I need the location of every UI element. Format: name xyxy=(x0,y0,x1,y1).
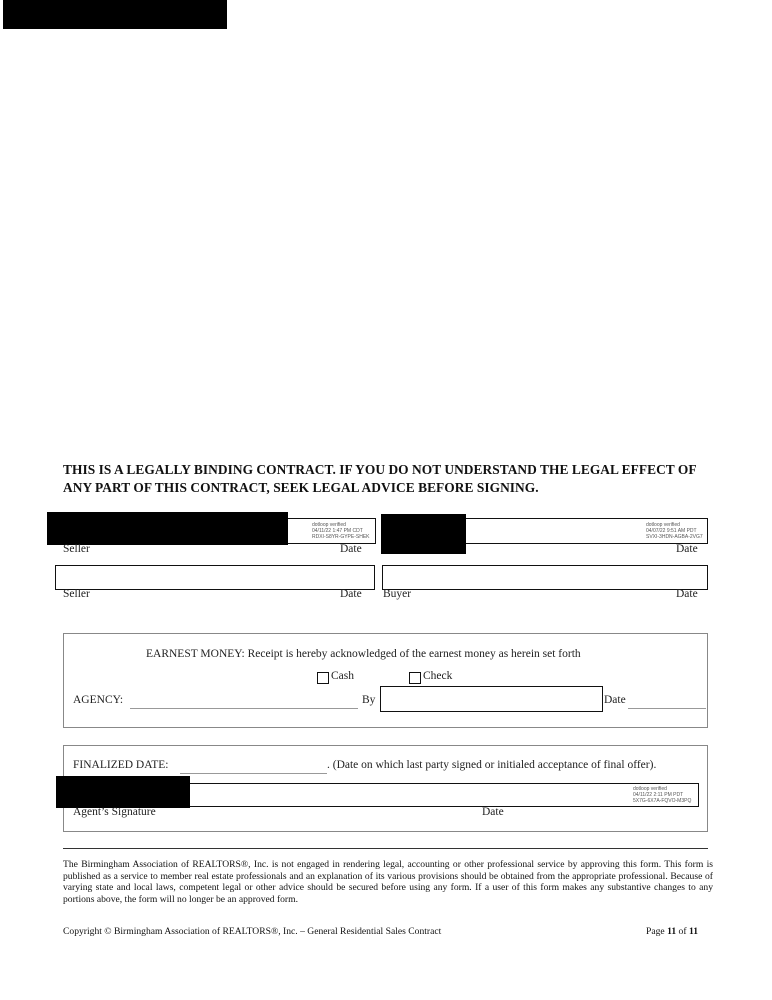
finalized-date-note: . (Date on which last party signed or initialed acceptance of final offer). xyxy=(327,759,657,771)
buyer-signature-box-2[interactable] xyxy=(382,565,708,590)
buyer-label-2: Buyer xyxy=(383,588,412,600)
agency-date-field[interactable] xyxy=(628,708,706,709)
cash-label: Cash xyxy=(331,670,354,682)
seller-label-2: Seller xyxy=(63,588,90,600)
redaction-bar-top xyxy=(3,0,227,29)
finalized-date-field[interactable] xyxy=(180,773,327,774)
footer-divider xyxy=(63,848,708,849)
agency-signature-box[interactable] xyxy=(380,686,603,712)
seller-signature-box-2[interactable] xyxy=(55,565,375,590)
earnest-money-text: EARNEST MONEY: Receipt is hereby acknowledged of the earnest money as herein set forth xyxy=(146,648,581,660)
seller-date-label-1: Date xyxy=(340,543,362,555)
agent-date-label: Date xyxy=(482,806,504,818)
agency-date-label: Date xyxy=(604,694,626,706)
buyer-date-label-1: Date xyxy=(676,543,698,555)
agent-signature-label: Agent’s Signature xyxy=(73,806,156,818)
copyright-text: Copyright © Birmingham Association of REALTORS®, Inc. – General Residential Sales Contract xyxy=(63,926,442,937)
page-total: 11 xyxy=(688,926,699,937)
page-of: of xyxy=(676,926,689,937)
dotloop-verification: dotloop verified 04/11/22 1:47 PM CDT RDXI-S8YR-GYPE-SHEK xyxy=(312,522,370,540)
agency-field[interactable] xyxy=(130,708,358,709)
redaction-seller-1 xyxy=(47,512,288,545)
dotloop-verification: dotloop verified 04/11/22 2:11 PM PDT 5X7G-6X7A-FQVO-M3PQ xyxy=(633,786,692,804)
dotloop-verification: dotloop verified 04/07/22 9:51 AM PDT SVXI-3HDN-AGBA-2VG7 xyxy=(646,522,703,540)
buyer-date-label-2: Date xyxy=(676,588,698,600)
disclaimer-text: The Birmingham Association of REALTORS®, Inc. is not engaged in rendering legal, accounting or other professional service by approving this form. This form is published as a service to member real estate professionals and an explanation of its various provisions should be obtained from the appropriate professional. Because of varying state and local laws, competent legal or other advice should be secured before using any form. If a user of this form makes any substantive changes to any portions above, the form will no longer be an approved form. xyxy=(63,859,713,905)
seller-date-label-2: Date xyxy=(340,588,362,600)
page-number xyxy=(646,926,698,937)
by-label: By xyxy=(362,694,376,706)
redaction-buyer-1 xyxy=(381,514,466,554)
seller-label-1: Seller xyxy=(63,543,90,555)
legal-warning: THIS IS A LEGALLY BINDING CONTRACT. IF YOU DO NOT UNDERSTAND THE LEGAL EFFECT OF ANY PART OF THIS CONTRACT, SEEK LEGAL ADVICE BEFORE SIGNING. xyxy=(63,462,697,495)
agency-label: AGENCY: xyxy=(73,694,124,706)
cash-checkbox[interactable] xyxy=(317,672,329,684)
redaction-agent xyxy=(56,776,190,808)
page-prefix: Page xyxy=(646,926,668,937)
finalized-date-label: FINALIZED DATE: xyxy=(73,759,169,771)
check-checkbox[interactable] xyxy=(409,672,421,684)
check-label: Check xyxy=(423,670,453,682)
page-current: 11 xyxy=(667,926,677,937)
